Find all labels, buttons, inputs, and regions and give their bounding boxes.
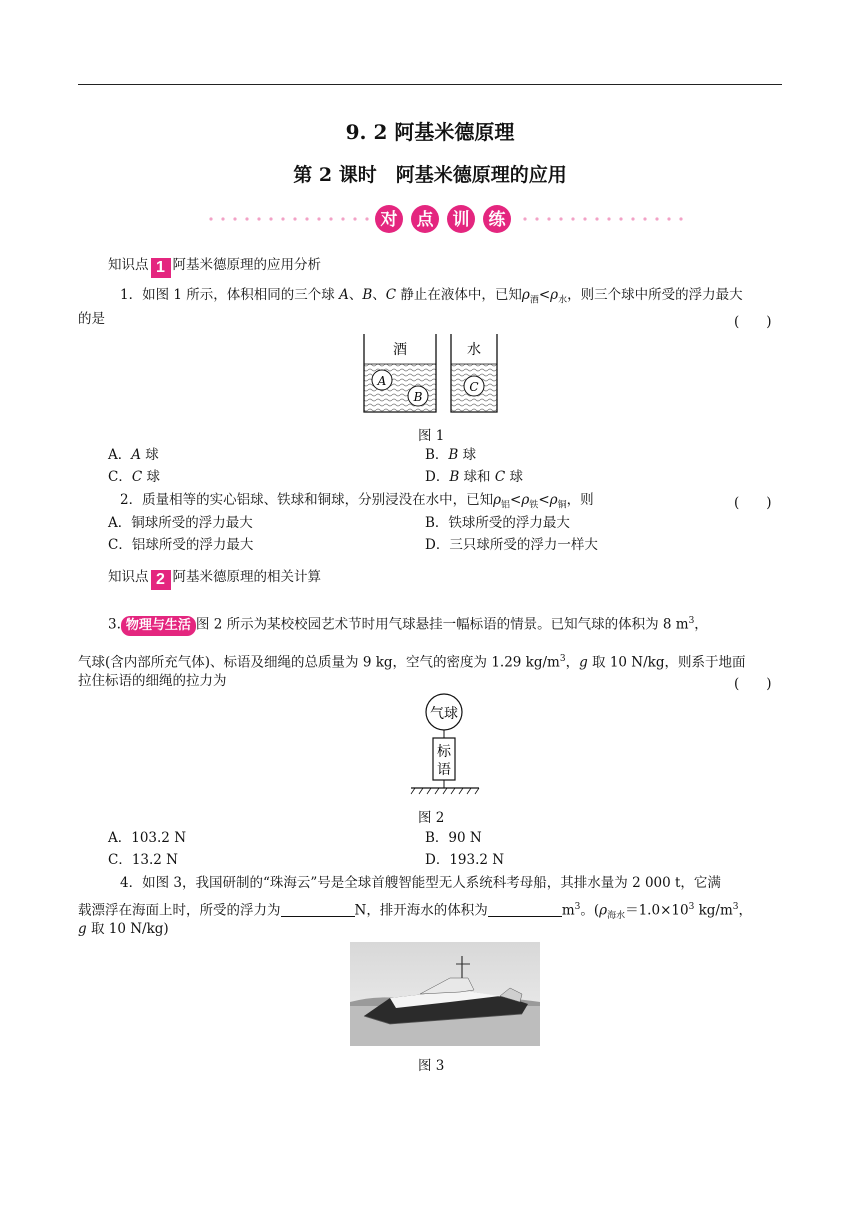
figure-3-caption: 图 3 xyxy=(418,1058,445,1074)
q2-option-d: D．三只球所受的浮力一样大 xyxy=(425,537,598,553)
q2-option-a: A．铜球所受的浮力最大 xyxy=(108,515,253,531)
question-3-text-cont: 气球(含内部所充气体)、标语及细绳的总质量为 9 kg，空气的密度为 1.29 $kg/m^3$，g 取 10 N/kg，则系于地面 xyxy=(78,654,746,671)
banner-char: 对 xyxy=(380,210,398,230)
figure-2-balloon xyxy=(405,692,485,800)
q2-option-c: C．铝球所受的浮力最大 xyxy=(108,537,254,553)
question-3-text: 3. 物理与生活 图 2 所示为某校校园艺术节时用气球悬挂一幅标语的情景。已知气球的体积为 8 $m^3$， xyxy=(108,612,708,636)
question-3-text-cont2: 拉住标语的细绳的拉力为 xyxy=(78,673,227,689)
banner-char: 点 xyxy=(416,210,434,230)
ball-a-label: A xyxy=(377,374,387,388)
figure-2-caption: 图 2 xyxy=(418,810,445,826)
q3-option-b: B．90 N xyxy=(425,830,482,846)
q1-option-a: A．A 球 xyxy=(108,447,159,463)
figure-1-caption: 图 1 xyxy=(418,428,445,444)
liquid-label-water: 水 xyxy=(467,342,481,358)
question-4-text-cont: 载漂浮在海面上时，所受的浮力为 N，排开海水的体积为 $m^3$。($\rho_{海水}=1.0\times 10^3$ $kg/m^3$， xyxy=(78,902,752,922)
lesson-title: 9. 2 阿基米德原理 xyxy=(345,120,515,144)
banner-label: 标 xyxy=(437,744,451,760)
answer-bracket: ( ) xyxy=(734,676,772,692)
q1-option-d: D．B 球和 C 球 xyxy=(425,469,523,485)
balloon-label: 气球 xyxy=(430,706,458,722)
q3-option-d: D．193.2 N xyxy=(425,852,505,868)
answer-blank[interactable] xyxy=(488,903,562,917)
question-2-text: 2．质量相等的实心铝球、铁球和铜球，分别浸没在水中，已知$\rho_铝<\rho_铁<\rho_铜$，则 xyxy=(120,492,594,511)
question-1-text: 1．如图 1 所示，体积相同的三个球 A、B、C 静止在液体中，已知$\rho_酒<\rho_水$，则三个球中所受的浮力最大 xyxy=(120,287,743,306)
q1-option-c: C．C 球 xyxy=(108,469,160,485)
figure-3-ship-photo xyxy=(350,942,540,1046)
q3-option-a: A．103.2 N xyxy=(108,830,187,846)
lesson-subtitle: 第 2 课时 阿基米德原理的应用 xyxy=(293,164,567,186)
answer-bracket: ( ) xyxy=(734,495,772,511)
banner-char: 练 xyxy=(488,210,506,230)
banner-label: 语 xyxy=(437,762,451,778)
q3-option-c: C．13.2 N xyxy=(108,852,178,868)
practice-banner xyxy=(205,204,685,234)
section-number-badge: 1 xyxy=(151,258,171,278)
ball-b-label: B xyxy=(413,390,423,404)
banner-char: 训 xyxy=(452,210,470,230)
q2-option-b: B．铁球所受的浮力最大 xyxy=(425,515,570,531)
q1-option-b: B．B 球 xyxy=(425,447,477,463)
section-1-heading: 知识点 1 阿基米德原理的应用分析 xyxy=(108,257,321,276)
question-4-text-cont2: g 取 10 N/kg) xyxy=(78,921,169,937)
figure-1-beakers xyxy=(360,332,502,416)
header-rule xyxy=(78,84,782,85)
question-4-text: 4．如图 3，我国研制的“珠海云”号是全球首艘智能型无人系统科考母船，其排水量为 2 000 t，它满 xyxy=(120,875,721,891)
section-number-badge: 2 xyxy=(151,570,171,590)
life-physics-tag: 物理与生活 xyxy=(121,616,196,636)
question-1-text-cont: 的是 xyxy=(78,311,105,327)
answer-blank[interactable] xyxy=(281,903,355,917)
section-2-heading: 知识点 2 阿基米德原理的相关计算 xyxy=(108,569,321,588)
ball-c-label: C xyxy=(469,380,479,394)
answer-bracket: ( ) xyxy=(734,314,772,330)
liquid-label-alcohol: 酒 xyxy=(393,342,407,358)
